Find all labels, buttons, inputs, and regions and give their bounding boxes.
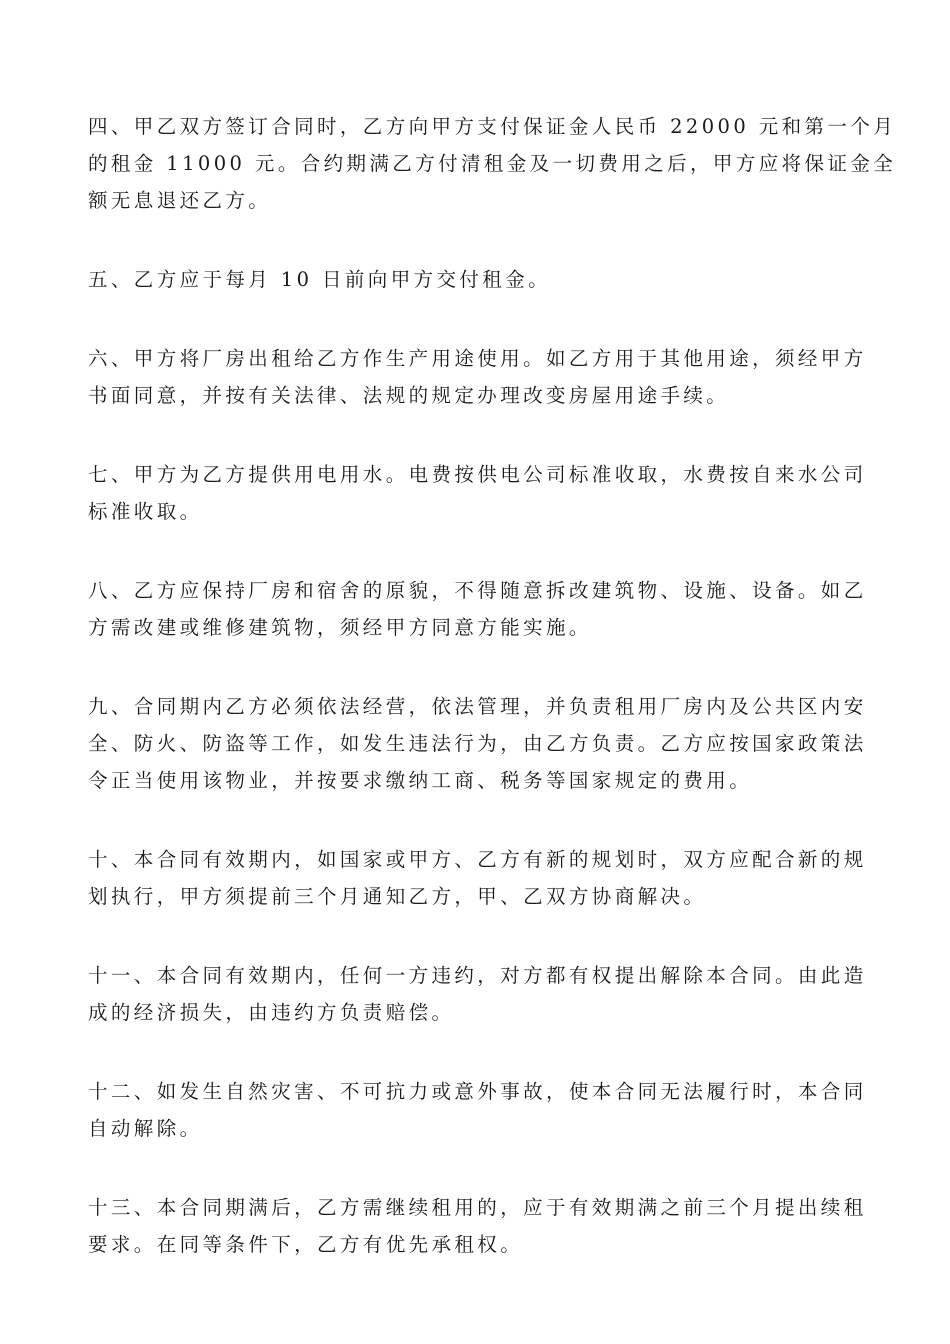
clause-paragraph <box>88 456 868 530</box>
clause-paragraph <box>88 572 868 646</box>
clause-paragraph <box>88 957 868 1031</box>
clause-line: 令正当使用该物业，并按要求缴纳工商、税务等国家规定的费用。 <box>88 769 753 792</box>
clause-line: 十一、本合同有效期内，任何一方违约，对方都有权提出解除本合同。由此造 <box>88 964 867 987</box>
clause-line: 要求。在同等条件下，乙方有优先承租权。 <box>88 1233 524 1256</box>
clause-line: 七、甲方为乙方提供用电用水。电费按供电公司标准收取，水费按自来水公司 <box>88 463 867 486</box>
clause-line: 标准收取。 <box>88 500 203 523</box>
clause-line: 成的经济损失，由违约方负责赔偿。 <box>88 1001 455 1024</box>
clause-paragraph <box>88 261 868 298</box>
clause-paragraph <box>88 1189 868 1263</box>
clause-line: 的租金 11000 元。合约期满乙方付清租金及一切费用之后，甲方应将保证金全 <box>88 152 897 175</box>
clause-line: 自动解除。 <box>88 1117 203 1140</box>
clause-paragraph <box>88 108 897 219</box>
clause-line: 十三、本合同期满后，乙方需继续租用的，应于有效期满之前三个月提出续租 <box>88 1196 867 1219</box>
clause-paragraph <box>88 688 868 799</box>
clause-line: 十二、如发生自然灾害、不可抗力或意外事故，使本合同无法履行时，本合同 <box>88 1080 867 1103</box>
clause-line: 九、合同期内乙方必须依法经营，依法管理，并负责租用厂房内及公共区内安 <box>88 695 867 718</box>
clause-paragraph <box>88 1073 868 1147</box>
clause-line: 十、本合同有效期内，如国家或甲方、乙方有新的规划时，双方应配合新的规 <box>88 848 867 871</box>
clause-paragraph <box>88 841 868 915</box>
clause-line: 方需改建或维修建筑物，须经甲方同意方能实施。 <box>88 616 592 639</box>
clause-line: 额无息退还乙方。 <box>88 189 272 212</box>
clause-line: 五、乙方应于每月 10 日前向甲方交付租金。 <box>88 268 552 291</box>
clause-line: 书面同意，并按有关法律、法规的规定办理改变房屋用途手续。 <box>88 384 730 407</box>
clause-line: 六、甲方将厂房出租给乙方作生产用途使用。如乙方用于其他用途，须经甲方 <box>88 347 867 370</box>
clause-line: 划执行，甲方须提前三个月通知乙方，甲、乙双方协商解决。 <box>88 885 707 908</box>
clause-list <box>88 108 897 1263</box>
clause-line: 全、防火、防盗等工作，如发生违法行为，由乙方负责。乙方应按国家政策法 <box>88 732 867 755</box>
clause-line: 八、乙方应保持厂房和宿舍的原貌，不得随意拆改建筑物、设施、设备。如乙 <box>88 579 867 602</box>
clause-line: 四、甲乙双方签订合同时，乙方向甲方支付保证金人民币 22000 元和第一个月 <box>88 115 897 138</box>
clause-paragraph <box>88 340 868 414</box>
contract-page <box>88 108 897 1305</box>
